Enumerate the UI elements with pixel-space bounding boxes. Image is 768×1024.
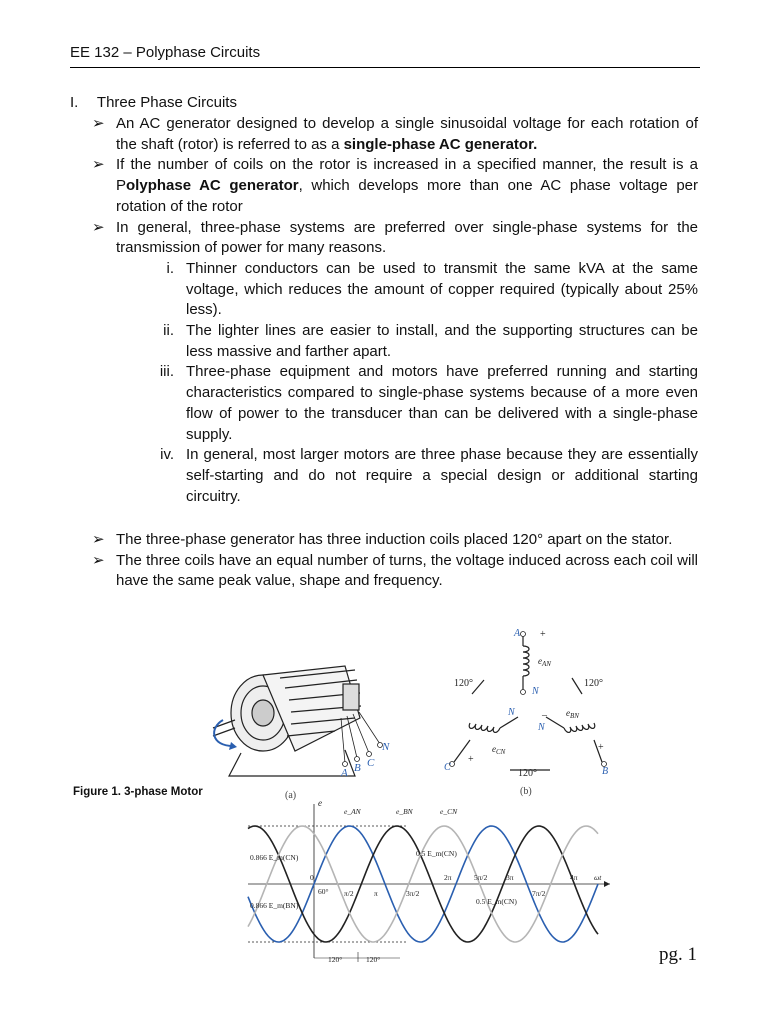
- emf-label-bn: $e_{BN}$: [566, 708, 579, 720]
- figure-caption: Figure 1. 3-phase Motor: [73, 786, 203, 798]
- motor-illustration: [205, 658, 405, 808]
- y-axis-label: e: [318, 798, 322, 808]
- reason-number: ii.: [163, 322, 174, 340]
- coil-label-n: N: [538, 722, 545, 733]
- angle-label: 60°: [318, 887, 329, 896]
- legend-ecn: e_CN: [440, 807, 458, 816]
- header-title: EE 132 – Polyphase Circuits: [70, 44, 261, 61]
- legend-ebn: e_BN: [396, 807, 413, 816]
- bullet-item: [92, 530, 698, 551]
- subfigure-label-a: (a): [285, 790, 297, 801]
- bullet-text: In general, three-phase systems are preferred over single-phase systems for the transmission of power for many reasons.: [116, 218, 698, 257]
- bullet-list-generator: [92, 530, 698, 592]
- coil-label-a: A: [514, 628, 521, 639]
- three-phase-waveform: [248, 798, 618, 964]
- arrow-bullet-icon: ➢: [92, 218, 105, 236]
- angle-label: 120°: [584, 678, 603, 689]
- polarity-plus: +: [540, 629, 546, 640]
- page-header: [70, 44, 700, 68]
- bullet-list-intro: [92, 114, 719, 507]
- terminal-label-a: A: [341, 767, 348, 779]
- polarity-plus: +: [598, 742, 604, 753]
- subfigure-label-b: (b): [520, 786, 532, 797]
- x-tick-label: 4π: [570, 873, 578, 882]
- reason-number: iii.: [159, 363, 174, 381]
- x-tick-label: 3π: [506, 873, 514, 882]
- section-title: Three Phase Circuits: [96, 94, 237, 111]
- coil-label-b: B: [602, 766, 609, 777]
- reason-number: i.: [166, 259, 174, 277]
- bullet-text: If the number of coils on the rotor is increased in a specified manner, the result is a P: [116, 156, 698, 195]
- x-axis-label: ωt: [594, 873, 602, 882]
- bullet-item: [92, 218, 698, 259]
- x-tick-label: 5π/2: [474, 873, 488, 882]
- bullet-bold-text: single-phase AC generator.: [343, 135, 538, 153]
- x-tick-label: 7π/2: [532, 889, 546, 898]
- reason-item: [92, 259, 698, 321]
- bullet-item: [92, 114, 698, 155]
- x-tick-label: π/2: [344, 889, 354, 898]
- section-numeral: I.: [70, 94, 79, 111]
- coil-label-c: C: [444, 762, 451, 773]
- x-tick-label: 2π: [444, 873, 452, 882]
- reason-text: The lighter lines are easier to install, and the supporting structures can be less massive and farther apart.: [186, 322, 698, 360]
- half-amplitude-label: 0.5 E_m(CN): [476, 897, 517, 906]
- phase-spacing-label: 120°: [366, 955, 381, 964]
- terminal-label-n: N: [382, 741, 390, 753]
- y-label-bottom: 0.866 E_m(BN): [250, 901, 299, 910]
- emf-label-an: $e_{AN}$: [538, 656, 551, 668]
- bullet-item: [92, 155, 698, 217]
- bullet-text: The three-phase generator has three induction coils placed 120° apart on the stator.: [116, 531, 673, 548]
- angle-label: 120°: [454, 678, 473, 689]
- emf-label-cn: $e_{CN}$: [492, 744, 506, 756]
- bullet-item: [92, 551, 698, 592]
- coil-label-n: N: [508, 707, 515, 718]
- coil-diagram: [440, 622, 630, 797]
- bullet-text: The three coils have an equal number of turns, the voltage induced across each coil will have the same peak value, shape and frequency.: [116, 551, 698, 590]
- reason-item: [92, 362, 719, 445]
- angle-label: 120°: [518, 768, 537, 779]
- reason-item: [92, 445, 698, 507]
- terminal-label-c: C: [367, 757, 375, 769]
- page-number: pg. 1: [659, 944, 697, 965]
- reason-text: In general, most larger motors are three phase because they are essentially self-starting and do not require a special design or additional starting circuitry.: [186, 446, 698, 505]
- polarity-minus: –: [542, 710, 547, 721]
- legend-ean: e_AN: [344, 807, 361, 816]
- polarity-plus: +: [468, 754, 474, 765]
- reason-text: Three-phase equipment and motors have preferred running and starting characteristics compared to single-phase systems because of a more even flow of power to the transducer than can be delivered with a single-phase supply.: [186, 363, 719, 443]
- section-heading: [70, 94, 700, 111]
- x-tick-label: π: [374, 889, 378, 898]
- phase-spacing-label: 120°: [328, 955, 343, 964]
- terminal-label-b: B: [354, 762, 361, 774]
- arrow-bullet-icon: ➢: [92, 531, 105, 548]
- reason-text: Thinner conductors can be used to transmit the same kVA at the same voltage, which reduces the amount of copper required (typically about 25% less).: [186, 259, 698, 319]
- bullet-text: An AC generator designed to develop a single sinusoidal voltage for each rotation of the shaft (rotor) is referred to as a: [116, 115, 698, 153]
- y-label-top: 0.866 E_m(CN): [250, 853, 299, 862]
- x-tick-label: 3π/2: [406, 889, 420, 898]
- arrow-bullet-icon: ➢: [92, 115, 105, 132]
- arrow-bullet-icon: ➢: [92, 551, 105, 569]
- x-tick-label: 0: [310, 873, 314, 882]
- coil-label-n: N: [532, 686, 539, 697]
- bullet-text: , which develops more than one AC phase voltage per rotation of the rotor: [116, 177, 698, 215]
- bullet-bold-text: olyphase AC generator: [126, 177, 299, 195]
- arrow-bullet-icon: ➢: [92, 156, 105, 174]
- reason-number: iv.: [160, 446, 174, 464]
- reason-item: [92, 321, 698, 362]
- half-amplitude-label: 0.5 E_m(CN): [416, 849, 457, 858]
